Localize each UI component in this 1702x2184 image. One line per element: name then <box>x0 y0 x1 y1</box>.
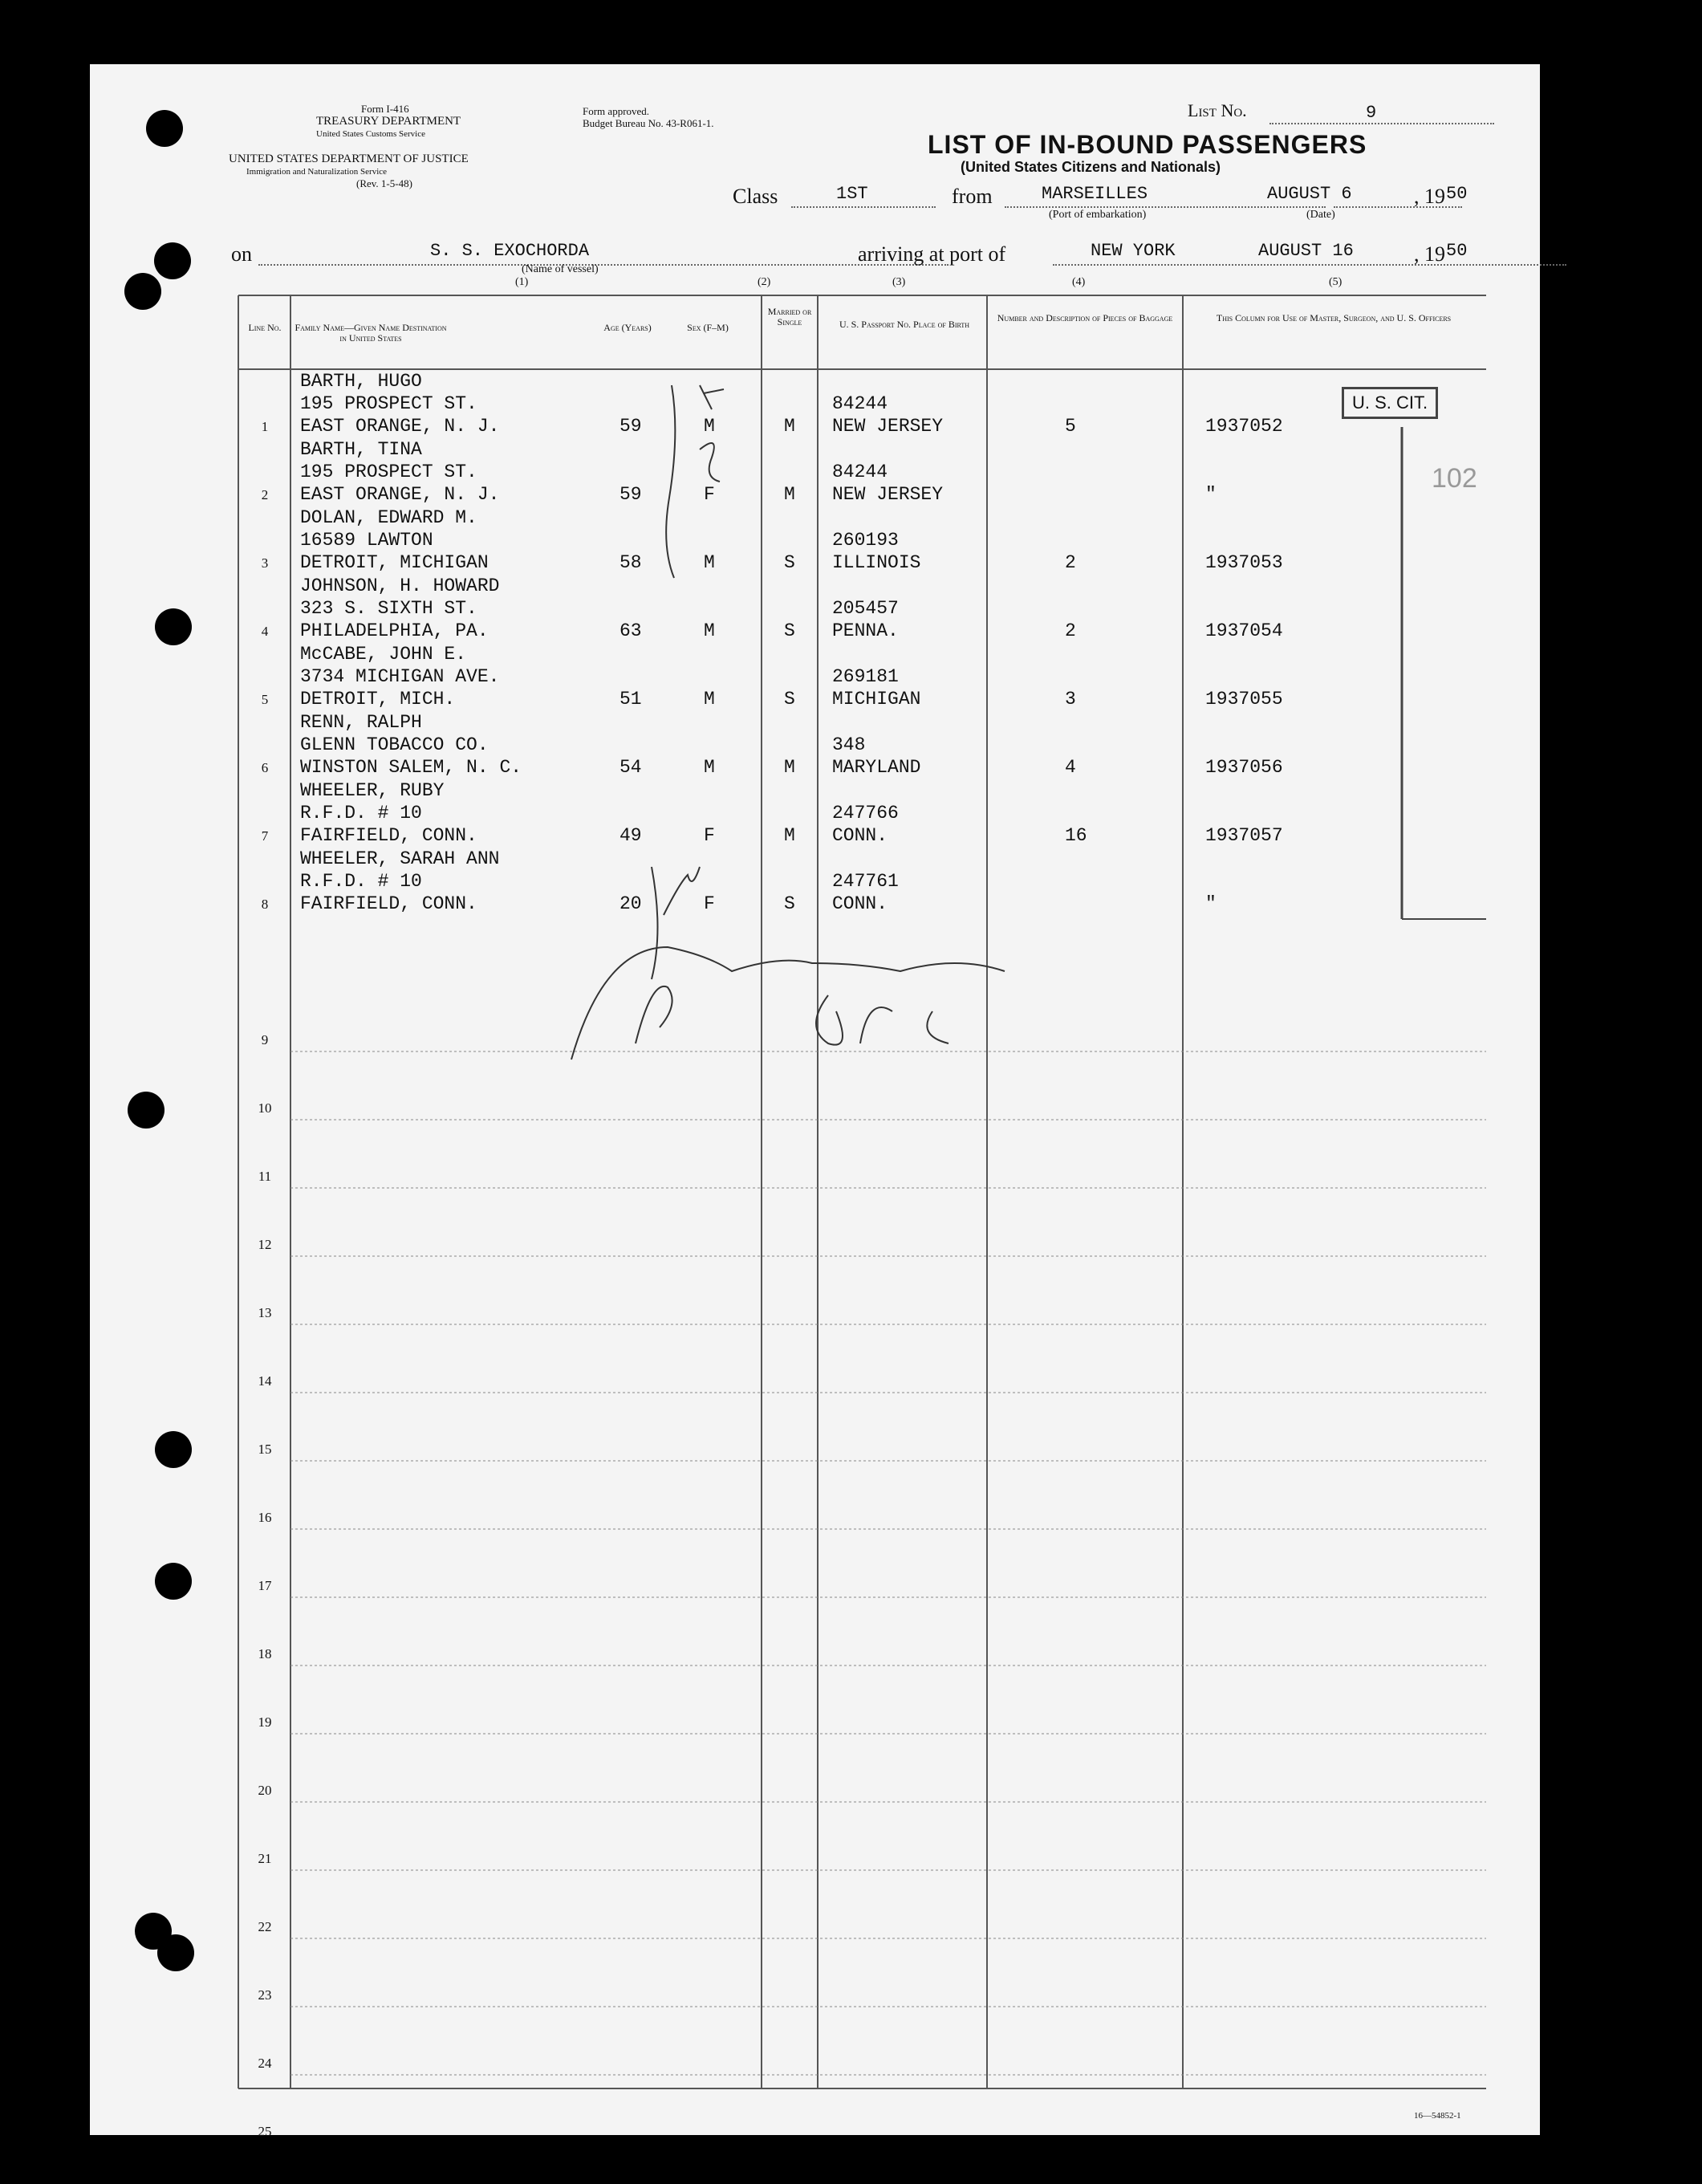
cell-pob: NEW JERSEY <box>832 484 944 505</box>
line-number: 23 <box>258 1987 272 2003</box>
customs-label: United States Customs Service <box>316 129 425 139</box>
line-number: 9 <box>261 1032 269 1047</box>
cell-off: 1937054 <box>1205 620 1283 641</box>
line-number: 13 <box>258 1305 272 1320</box>
cell-pp: 247766 <box>832 803 899 824</box>
cell-pob: MICHIGAN <box>832 689 921 710</box>
line-number: 25 <box>258 2124 272 2139</box>
cell-addr1: 16589 LAWTON <box>300 530 433 551</box>
col-header-married: Married or Single <box>767 306 812 327</box>
date-caption: (Date) <box>1306 209 1335 221</box>
cell-name: DOLAN, EDWARD M. <box>300 507 477 528</box>
footer-code: 16—54852-1 <box>1414 2111 1461 2121</box>
line-number: 14 <box>258 1373 272 1389</box>
cell-age: 58 <box>619 552 642 573</box>
cell-age: 59 <box>619 416 642 437</box>
line-number: 18 <box>258 1646 272 1661</box>
cell-addr1: R.F.D. # 10 <box>300 803 422 824</box>
justice-label: UNITED STATES DEPARTMENT OF JUSTICE <box>229 153 469 165</box>
cell-addr1: 3734 MICHIGAN AVE. <box>300 666 500 687</box>
binder-hole <box>124 273 161 310</box>
arrival-port: NEW YORK <box>1091 241 1176 261</box>
line-number: 11 <box>258 1169 272 1184</box>
cell-addr1: R.F.D. # 10 <box>300 871 422 892</box>
col-header-line-no: Line No. <box>248 322 282 333</box>
vessel-caption: (Name of vessel) <box>522 263 599 275</box>
form-number: Form I-416 <box>361 103 409 115</box>
cell-name: BARTH, TINA <box>300 439 422 460</box>
cell-ms: M <box>784 825 795 846</box>
binder-hole <box>128 1092 165 1129</box>
cell-pob: CONN. <box>832 893 888 914</box>
list-no-label: List No. <box>1188 100 1247 120</box>
line-number: 22 <box>258 1919 272 1934</box>
cell-pp: 260193 <box>832 530 899 551</box>
cell-sex: F <box>704 893 715 914</box>
col-header-age: Age (Years) <box>603 322 652 333</box>
arrival-year: 50 <box>1446 241 1468 261</box>
arrival-year-prefix: , 19 <box>1414 242 1445 266</box>
cell-pob: CONN. <box>832 825 888 846</box>
class-label: Class <box>733 185 778 208</box>
cell-off: 1937056 <box>1205 757 1283 778</box>
line-number: 8 <box>261 897 269 912</box>
cell-addr2: DETROIT, MICHIGAN <box>300 552 489 573</box>
cell-sex: F <box>704 825 715 846</box>
line-number: 19 <box>258 1714 272 1730</box>
cell-addr2: WINSTON SALEM, N. C. <box>300 757 522 778</box>
line-number: 2 <box>261 487 269 502</box>
cell-pp: 247761 <box>832 871 899 892</box>
cell-pob: PENNA. <box>832 620 899 641</box>
cell-bag: 2 <box>1065 552 1076 573</box>
col-header-name: Family Name—Given Name Destination in United States <box>294 322 447 344</box>
cell-addr2: FAIRFIELD, CONN. <box>300 893 477 914</box>
cell-age: 54 <box>619 757 642 778</box>
cell-sex: F <box>704 484 715 505</box>
binder-hole <box>146 110 183 147</box>
cell-bag: 4 <box>1065 757 1076 778</box>
vessel-caption-num: (1) <box>515 276 529 288</box>
from-label: from <box>952 185 993 208</box>
col-header-passport: U. S. Passport No. Place of Birth <box>839 319 970 330</box>
binder-hole <box>155 1563 192 1600</box>
from-value: MARSEILLES <box>1042 184 1148 204</box>
cell-pp: 84244 <box>832 462 888 482</box>
cell-addr1: GLENN TOBACCO CO. <box>300 734 489 755</box>
cell-addr1: 195 PROSPECT ST. <box>300 462 477 482</box>
line-number: 7 <box>261 828 269 844</box>
port-caption: (Port of embarkation) <box>1049 209 1147 221</box>
line-number: 3 <box>261 555 269 571</box>
cell-pp: 205457 <box>832 598 899 619</box>
list-no-value: 9 <box>1366 103 1377 123</box>
cell-addr2: EAST ORANGE, N. J. <box>300 484 500 505</box>
rev-label: (Rev. 1-5-48) <box>356 177 412 189</box>
cell-sex: M <box>704 757 715 778</box>
cell-pp: 269181 <box>832 666 899 687</box>
cell-pp: 84244 <box>832 393 888 414</box>
budget-label: Budget Bureau No. 43-R061-1. <box>583 117 714 129</box>
col-header-baggage: Number and Description of Pieces of Baggage <box>997 312 1173 323</box>
cell-age: 59 <box>619 484 642 505</box>
cell-addr2: DETROIT, MICH. <box>300 689 456 710</box>
line-number: 10 <box>258 1100 272 1116</box>
cell-ms: S <box>784 620 795 641</box>
cell-bag: 5 <box>1065 416 1076 437</box>
cell-ms: S <box>784 689 795 710</box>
us-citizen-stamp: U. S. CIT. <box>1342 387 1438 419</box>
cell-age: 20 <box>619 893 642 914</box>
arrival-date: AUGUST 16 <box>1258 241 1354 261</box>
cell-ms: S <box>784 552 795 573</box>
treasury-label: TREASURY DEPARTMENT <box>316 115 461 128</box>
cell-off: " <box>1205 484 1217 505</box>
cell-ms: S <box>784 893 795 914</box>
cell-sex: M <box>704 416 715 437</box>
cell-sex: M <box>704 689 715 710</box>
cell-name: BARTH, HUGO <box>300 371 422 392</box>
cell-off: 1937057 <box>1205 825 1283 846</box>
binder-hole <box>155 1431 192 1468</box>
cell-addr2: FAIRFIELD, CONN. <box>300 825 477 846</box>
line-number: 4 <box>261 624 269 639</box>
col-num-4: (4) <box>1072 276 1086 288</box>
ins-label: Immigration and Naturalization Service <box>246 167 388 177</box>
cell-name: WHEELER, RUBY <box>300 780 445 801</box>
cell-age: 51 <box>619 689 642 710</box>
line-number: 12 <box>258 1237 272 1252</box>
approved-label: Form approved. <box>583 105 650 117</box>
cell-ms: M <box>784 757 795 778</box>
cell-sex: M <box>704 620 715 641</box>
col-header-sex: Sex (F–M) <box>687 322 729 333</box>
margin-number: 102 <box>1432 463 1477 494</box>
cell-sex: M <box>704 552 715 573</box>
cell-addr2: EAST ORANGE, N. J. <box>300 416 500 437</box>
cell-off: 1937053 <box>1205 552 1283 573</box>
cell-addr1: 195 PROSPECT ST. <box>300 393 477 414</box>
on-label: on <box>231 242 252 266</box>
embark-year-prefix: , 19 <box>1414 185 1445 208</box>
cell-off: 1937055 <box>1205 689 1283 710</box>
binder-hole <box>154 242 191 279</box>
binder-hole <box>157 1934 194 1971</box>
cell-bag: 2 <box>1065 620 1076 641</box>
line-number: 6 <box>261 760 269 775</box>
col-num-5: (5) <box>1329 276 1343 288</box>
arriving-label: arriving at port of <box>858 242 1006 266</box>
cell-ms: M <box>784 416 795 437</box>
manifest-page <box>90 64 1540 2139</box>
handwriting-marks <box>90 64 1540 2135</box>
class-value: 1ST <box>836 184 868 204</box>
embark-year: 50 <box>1446 184 1468 204</box>
line-number: 24 <box>258 2056 272 2071</box>
cell-ms: M <box>784 484 795 505</box>
binder-hole <box>155 608 192 645</box>
cell-addr1: 323 S. SIXTH ST. <box>300 598 477 619</box>
cell-pob: ILLINOIS <box>832 552 921 573</box>
cell-name: JOHNSON, H. HOWARD <box>300 575 500 596</box>
line-number: 1 <box>261 419 269 434</box>
embark-date: AUGUST 6 <box>1267 184 1352 204</box>
col-num-2: (2) <box>758 276 771 288</box>
cell-pob: MARYLAND <box>832 757 921 778</box>
cell-off: 1937052 <box>1205 416 1283 437</box>
col-num-3: (3) <box>892 276 906 288</box>
cell-addr2: PHILADELPHIA, PA. <box>300 620 489 641</box>
cell-name: McCABE, JOHN E. <box>300 644 467 665</box>
page-title: LIST OF IN-BOUND PASSENGERS <box>928 130 1367 159</box>
cell-name: RENN, RALPH <box>300 712 422 733</box>
page-subtitle: (United States Citizens and Nationals) <box>961 159 1221 175</box>
line-number: 21 <box>258 1851 272 1866</box>
line-number: 16 <box>258 1510 272 1525</box>
line-number: 20 <box>258 1783 272 1798</box>
cell-age: 49 <box>619 825 642 846</box>
cell-bag: 16 <box>1065 825 1087 846</box>
cell-bag: 3 <box>1065 689 1076 710</box>
line-number: 5 <box>261 692 269 707</box>
line-number: 17 <box>258 1578 272 1593</box>
cell-pob: NEW JERSEY <box>832 416 944 437</box>
cell-age: 63 <box>619 620 642 641</box>
cell-pp: 348 <box>832 734 866 755</box>
cell-name: WHEELER, SARAH ANN <box>300 848 500 869</box>
line-number: 15 <box>258 1442 272 1457</box>
vessel-name: S. S. EXOCHORDA <box>430 241 590 261</box>
cell-off: " <box>1205 893 1217 914</box>
col-header-officers: This Column for Use of Master, Surgeon, and U. S. Officers <box>1216 312 1452 323</box>
